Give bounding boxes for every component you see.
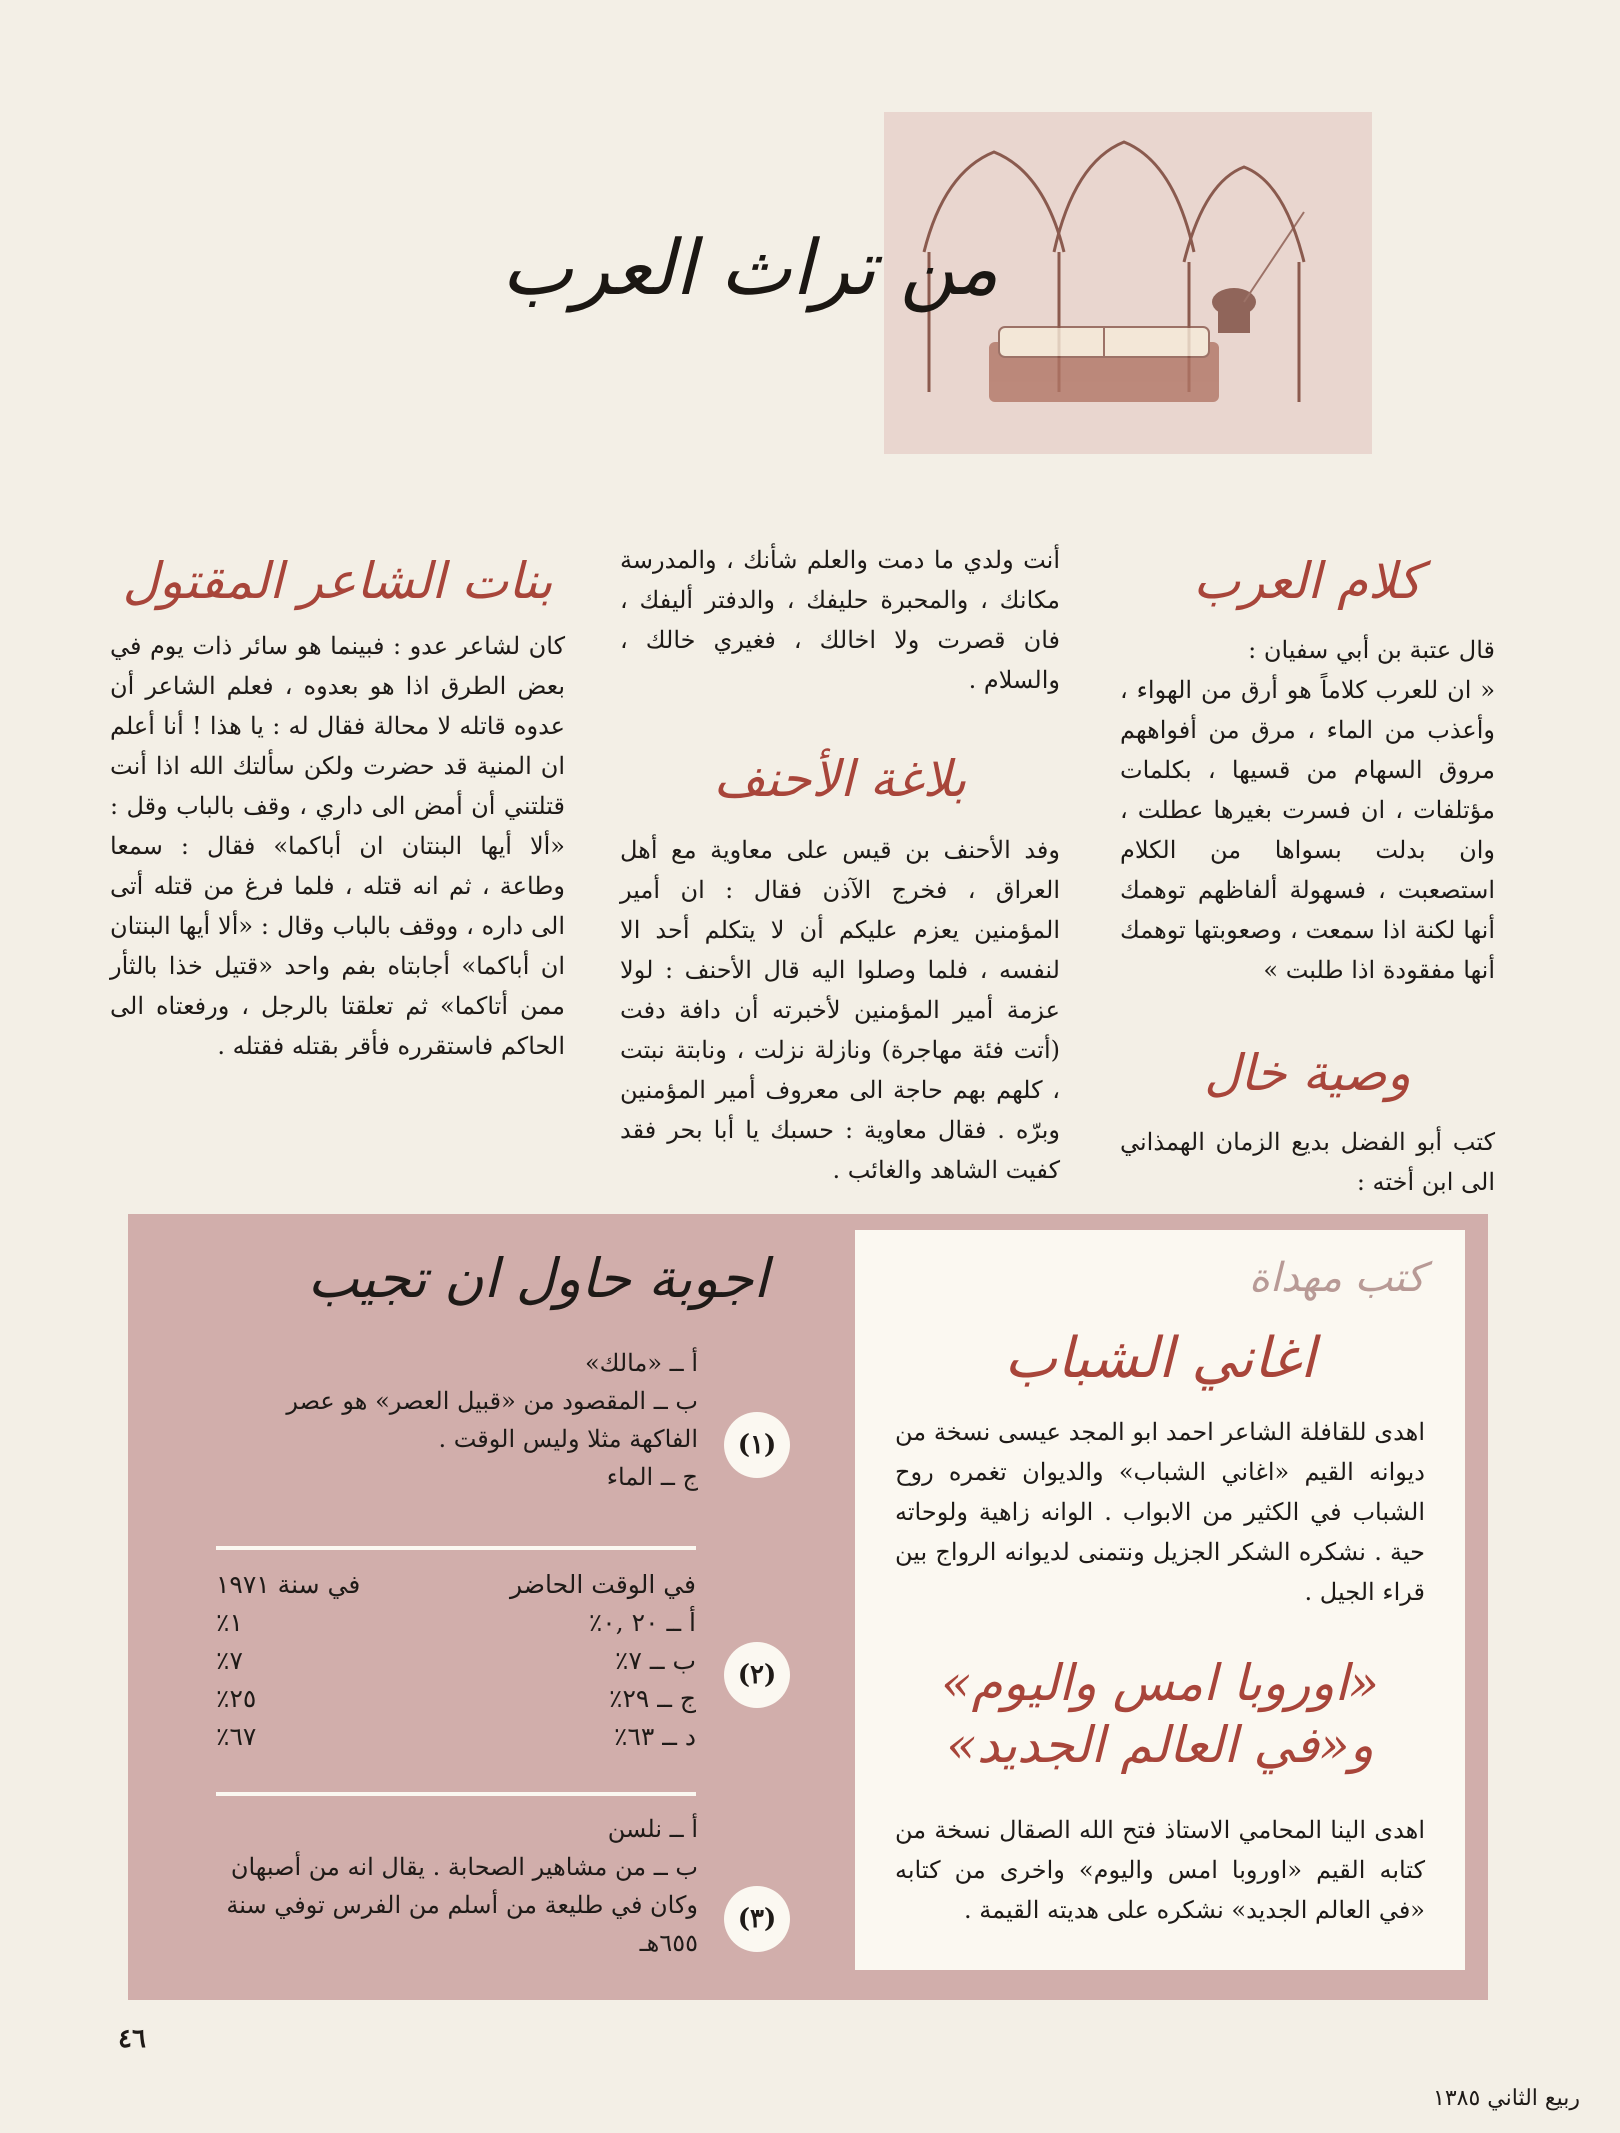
section-body-uncle-advice-continued: أنت ولدي ما دمت والعلم شأنك ، والمدرسة مكانك ، والمحبرة حليفك ، والدفتر أليفك ، فان قصرت ولا اخالك ، فغيري خالك ، والسلام . bbox=[620, 546, 1060, 694]
answer-table-2 bbox=[216, 1566, 696, 1756]
page-number: ٤٦ bbox=[118, 2024, 146, 2054]
book2-title-line2: و«في العالم الجديد» bbox=[946, 1716, 1374, 1774]
section-title-arab-speech: كلام العرب bbox=[1193, 552, 1422, 610]
section-body-ahnaf-eloquence: وفد الأحنف بن قيس على معاوية مع أهل العراق ، فخرج الآذن فقال : ان أمير المؤمنين يعزم عليكم أن لا يتكلم أحد الا لنفسه ، فلما وصلوا اليه قال الأحنف : لولا عزمة أمير المؤمنين لأخبرته أن دافة دفت (أتت فئة مهاجرة) ونازلة نزلت ، ونابتة نبتت ، كلهم بهم حاجة الى معروف أمير المؤمنين وبرّه . فقال معاوية : حسبك يا أبا بحر فقد كفيت الشاهد والغائب . bbox=[620, 836, 1060, 1184]
gifted-books-box bbox=[855, 1230, 1465, 1970]
table-cell: ١٪ bbox=[216, 1608, 243, 1637]
table-row bbox=[216, 1604, 696, 1642]
answer-number-3: (٣) bbox=[724, 1886, 790, 1952]
table-header-row bbox=[216, 1566, 696, 1604]
section-title-poet-daughters: بنات الشاعر المقتول bbox=[122, 552, 553, 610]
column-left bbox=[110, 550, 565, 1066]
book1-title: اغاني الشباب bbox=[1004, 1326, 1316, 1391]
column-right bbox=[1120, 550, 1495, 1202]
answer-block-1 bbox=[218, 1344, 698, 1496]
answer-line: ج ــ الماء bbox=[606, 1463, 698, 1491]
answers-title: اجوبة حاول ان تجيب bbox=[307, 1247, 769, 1310]
gifted-books-header: كتب مهداة bbox=[1248, 1255, 1425, 1301]
answer-number-2: (٢) bbox=[724, 1642, 790, 1708]
table-cell: ٧٪ bbox=[216, 1646, 243, 1675]
section-body-poet-daughters: كان لشاعر عدو : فبينما هو سائر ذات يوم في بعض الطرق اذا هو بعدوه ، فعلم الشاعر أن عدوه قاتله لا محالة فقال له : يا هذا ! أنا أعلم ان المنية قد حضرت ولكن سألتك الله اذا أنت قتلتني أن أمض الى داري ، وقف بالباب وقل : «ألا أيها البنتان ان أباكما» فقال : سمعا وطاعة ، ثم انه قتله ، فلما فرغ من قتله أتى الى داره ، ووقف بالباب وقال : «ألا أيها البنتان ان أباكما» أجابتاه بفم واحد «قتيل خذا بالثأر ممن أتاكما» ثم تعلقتا بالرجل ، ورفعتاه الى الحاكم فاستقرره فأقر بقتله فقتله . bbox=[110, 632, 565, 1060]
table-cell: ٢٥٪ bbox=[216, 1684, 257, 1713]
table-cell: د ــ ٦٣٪ bbox=[614, 1722, 696, 1751]
answer-line: أ ــ نلسن bbox=[607, 1815, 698, 1843]
book1-body: اهدى للقافلة الشاعر احمد ابو المجد عيسى نسخة من ديوانه القيم «اغاني الشباب» والديوان تغمره روح الشباب في الكثير من الابواب . الوانه زاهية ولوحاته حية . نشكره الشكر الجزيل ونتمنى لديوانه الرواج بين قراء الجيل . bbox=[895, 1418, 1425, 1606]
table-header: في سنة ١٩٧١ bbox=[216, 1570, 361, 1599]
table-cell: ٦٧٪ bbox=[216, 1722, 257, 1751]
book2-title-line1: «اوروبا امس واليوم» bbox=[940, 1654, 1379, 1712]
section-title-ahnaf-eloquence: بلاغة الأحنف bbox=[713, 750, 967, 808]
section-body-uncle-advice: كتب أبو الفضل بديع الزمان الهمذاني الى ابن أخته : bbox=[1120, 1128, 1495, 1196]
issue-date: ربيع الثاني ١٣٨٥ bbox=[1433, 2086, 1580, 2111]
table-cell: ج ــ ٢٩٪ bbox=[609, 1684, 696, 1713]
table-row bbox=[216, 1718, 696, 1756]
paragraph: « ان للعرب كلاماً هو أرق من الهواء ، وأعذب من الماء ، مرق من أفواههم مروق السهام من قسيها ، بكلمات مؤتلفات ، ان فسرت بغيرها عطلت ، وان بدلت بسواها من الكلام استصعبت ، فسهولة ألفاظهم توهمك أنها لكنة اذا سمعت ، وصعوبتها توهمك أنها مفقودة اذا طلبت » bbox=[1120, 676, 1495, 984]
answer-number-1: (١) bbox=[724, 1412, 790, 1478]
book2-body: اهدى الينا المحامي الاستاذ فتح الله الصقال نسخة من كتابه القيم «اوروبا امس واليوم» واخرى من كتابه «في العالم الجديد» نشكره على هديته القيمة . bbox=[895, 1816, 1425, 1924]
table-row bbox=[216, 1680, 696, 1718]
table-cell: ب ــ ٧٪ bbox=[615, 1646, 696, 1675]
answer-line: ب ــ المقصود من «قبيل العصر» هو عصر الفاكهة مثلا وليس الوقت . bbox=[286, 1387, 698, 1453]
answer-block-3 bbox=[218, 1810, 698, 1962]
page-main-title: من تراث العرب bbox=[501, 223, 999, 312]
table-row bbox=[216, 1642, 696, 1680]
divider bbox=[216, 1546, 696, 1550]
table-cell: أ ــ ٢٠ ,٠٪ bbox=[588, 1608, 696, 1637]
section-title-uncle-advice: وصية خال bbox=[1204, 1044, 1411, 1102]
answer-line: أ ــ «مالك» bbox=[584, 1349, 698, 1377]
column-middle bbox=[620, 540, 1060, 1190]
answer-line: ب ــ من مشاهير الصحابة . يقال انه من أصبهان وكان في طليعة من أسلم من الفرس توفي سنة ٦٥٥هـ bbox=[226, 1853, 698, 1957]
table-header: في الوقت الحاضر bbox=[510, 1570, 696, 1599]
divider bbox=[216, 1792, 696, 1796]
section-body-arab-speech bbox=[1120, 630, 1495, 990]
paragraph: قال عتبة بن أبي سفيان : bbox=[1248, 636, 1495, 664]
